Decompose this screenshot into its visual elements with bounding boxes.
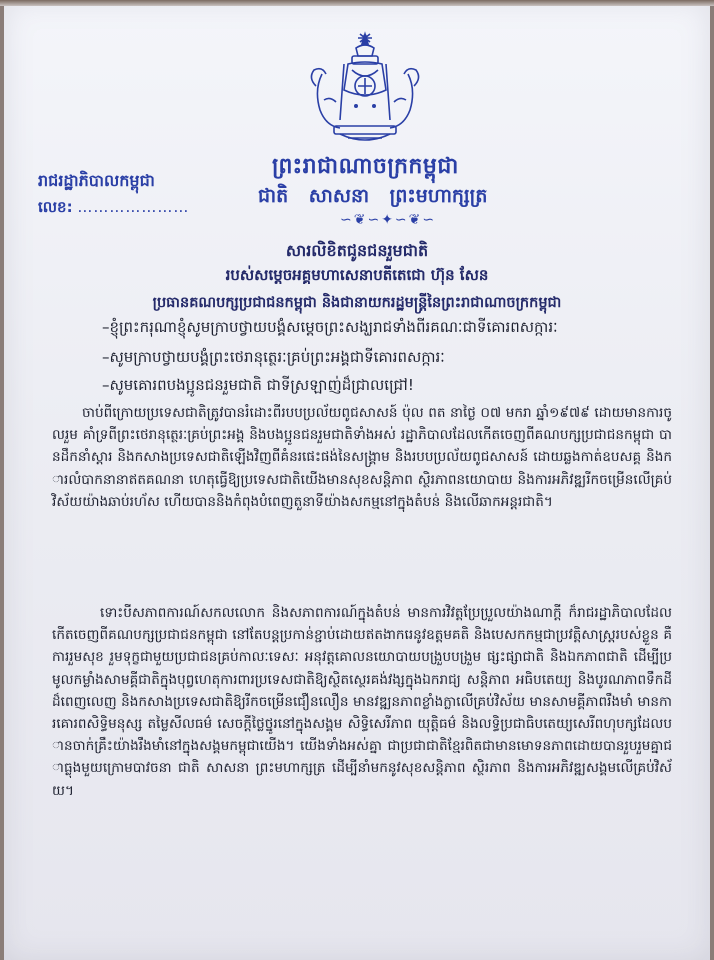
greeting-line: –ខ្ញុំព្រះករុណាខ្ញុំសូមក្រាបថ្វាយបង្គំសម្តេចព្រះសង្ឃរាជទាំងពីរគណៈជាទីគោរពសក្ការៈ: [102, 318, 558, 336]
reference-number: [38, 198, 189, 220]
greeting-line: –សូមគោរពបងប្អូនជនរួមជាតិ ជាទីស្រឡាញ់ដ៏ជ្រាលជ្រៅ!: [102, 376, 414, 394]
greeting-line: –សូមក្រាបថ្វាយបង្គំព្រះថេរានុត្ថេរៈគ្រប់ព្រះអង្គជាទីគោរពសក្ការៈ: [102, 348, 445, 366]
national-motto: ជាតិ សាសនា ព្រះមហាក្សត្រ: [258, 185, 488, 207]
body-paragraph: ចាប់ពីក្រោយប្រទេសជាតិត្រូវបានរំដោះពីរបបប្រល័យពូជសាសន៍ ប៉ុល ពត នាថ្ងៃ ០៧ មករា ឆ្នាំ១៩៧៩ ដោយមានការចូលរួម គាំទ្រពីព្រះថេរានុត្ថេរៈគ្រប់ព្រះអង្គ និងបងប្អូនជនរួមជាតិទាំងអស់ រដ្ឋាភិបាលដែលកើតចេញពីគណបក្សប្រជាជនកម្ពុជា បានដឹកនាំស្តារ និងកសាងប្រទេសជាតិឡើងវិញពីគំនរផេះផង់នៃសង្រ្គាម និងរបបប្រល័យពូជសាសន៍ ដោយឆ្លងកាត់ឧបសគ្គ និងការលំបាកនានាឥតគណនា ហេតុធ្វើឱ្យប្រទេសជាតិយើងមានសុខសន្តិភាព ស្ថិរភាពនយោបាយ និងការអភិវឌ្ឍរីកចម្រើនលើគ្រប់វិស័យយ៉ាងឆាប់រហ័ស ហើយបាននិងកំពុងបំពេញតួនាទីយ៉ាងសកម្មនៅក្នុងតំបន់ និងលើឆាកអន្តរជាតិ។: [52, 405, 672, 510]
reference-blank: …………………: [77, 198, 190, 216]
government-name: រាជរដ្ឋាភិបាលកម្ពុជា: [38, 171, 155, 190]
kingdom-title: ព្រះរាជាណាចក្រកម្ពុជា: [272, 154, 459, 179]
body-paragraph: ទោះបីសភាពការណ៍សកលលោក និងសភាពការណ៍ក្នុងតំបន់ មានការវិវត្តប្រែប្រួលយ៉ាងណាក្តី ក៏រាជរដ្ឋាភិបាលដែលកើតចេញពីគណបក្សប្រជាជនកម្ពុជា នៅតែបន្តប្រកាន់ខ្ជាប់ដោយឥតងាករេនូវឧត្តមគតិ និងបេសកកម្មជាប្រវត្តិសាស្ត្ររបស់ខ្លួន គឺការរួមសុខ រួមទុក្ខជាមួយប្រជាជនគ្រប់កាលៈទេសៈ អនុវត្តគោលនយោបាយបង្រួបបង្រួម ផ្សះផ្សាជាតិ និងឯកភាពជាតិ ដើម្បីប្រមូលកម្លាំងសាមគ្គីជាតិក្នុងបុព្វហេតុការពារប្រទេសជាតិឱ្យស្ថិតស្ថេរគង់វង្សក្នុងឯករាជ្យ សន្តិភាព អធិបតេយ្យ និងបូរណភាពទឹកដីដ៏ពេញលេញ និងកសាងប្រទេសជាតិឱ្យរីកចម្រើនជឿនលឿន មានវឌ្ឍនភាពខ្លាំងក្លាលើគ្រប់វិស័យ មានសាមគ្គីភាពរឹងមាំ មានការគោរពសិទ្ធិមនុស្ស តម្លៃសីលធម៌ សេចក្តីថ្លៃថ្នូរនៅក្នុងសង្គម សិទ្ធិសេរីភាព យុត្តិធម៌ និងលទ្ធិប្រជាធិបតេយ្យសេរីពហុបក្សដែលបានចាក់គ្រឹះយ៉ាងរឹងមាំនៅក្នុងសង្គមកម្ពុជាយើង។ យើងទាំងអស់គ្នា ជាប្រជាជាតិខ្មែរពិតជាមានមោទនភាពដោយបានរួបរួមគ្នាជាធ្លុងមួយក្រោមបាវចនា ជាតិ សាសនា ព្រះមហាក្សត្រ ដើម្បីនាំមកនូវសុខសន្តិភាព ស្ថិរភាព និងការអភិវឌ្ឍសង្គមលើគ្រប់វិស័យ។: [52, 605, 672, 799]
letter-author-position: ប្រធានគណបក្សប្រជាជនកម្ពុជា និងជានាយករដ្ឋមន្ត្រីនៃព្រះរាជាណាចក្រកម្ពុជា: [152, 295, 562, 311]
reference-label: លេខ:: [38, 198, 73, 216]
letter-author: របស់សម្តេចអគ្គមហាសេនាបតីតេជោ ហ៊ុន សែន: [225, 266, 489, 284]
ornament-divider: ∽❦∽✦∽❦∽: [340, 212, 437, 228]
table-edge: [0, 0, 714, 6]
letter-title: សារលិខិតជូនជនរួមជាតិ: [285, 241, 429, 260]
royal-arms-emblem: [300, 30, 430, 150]
